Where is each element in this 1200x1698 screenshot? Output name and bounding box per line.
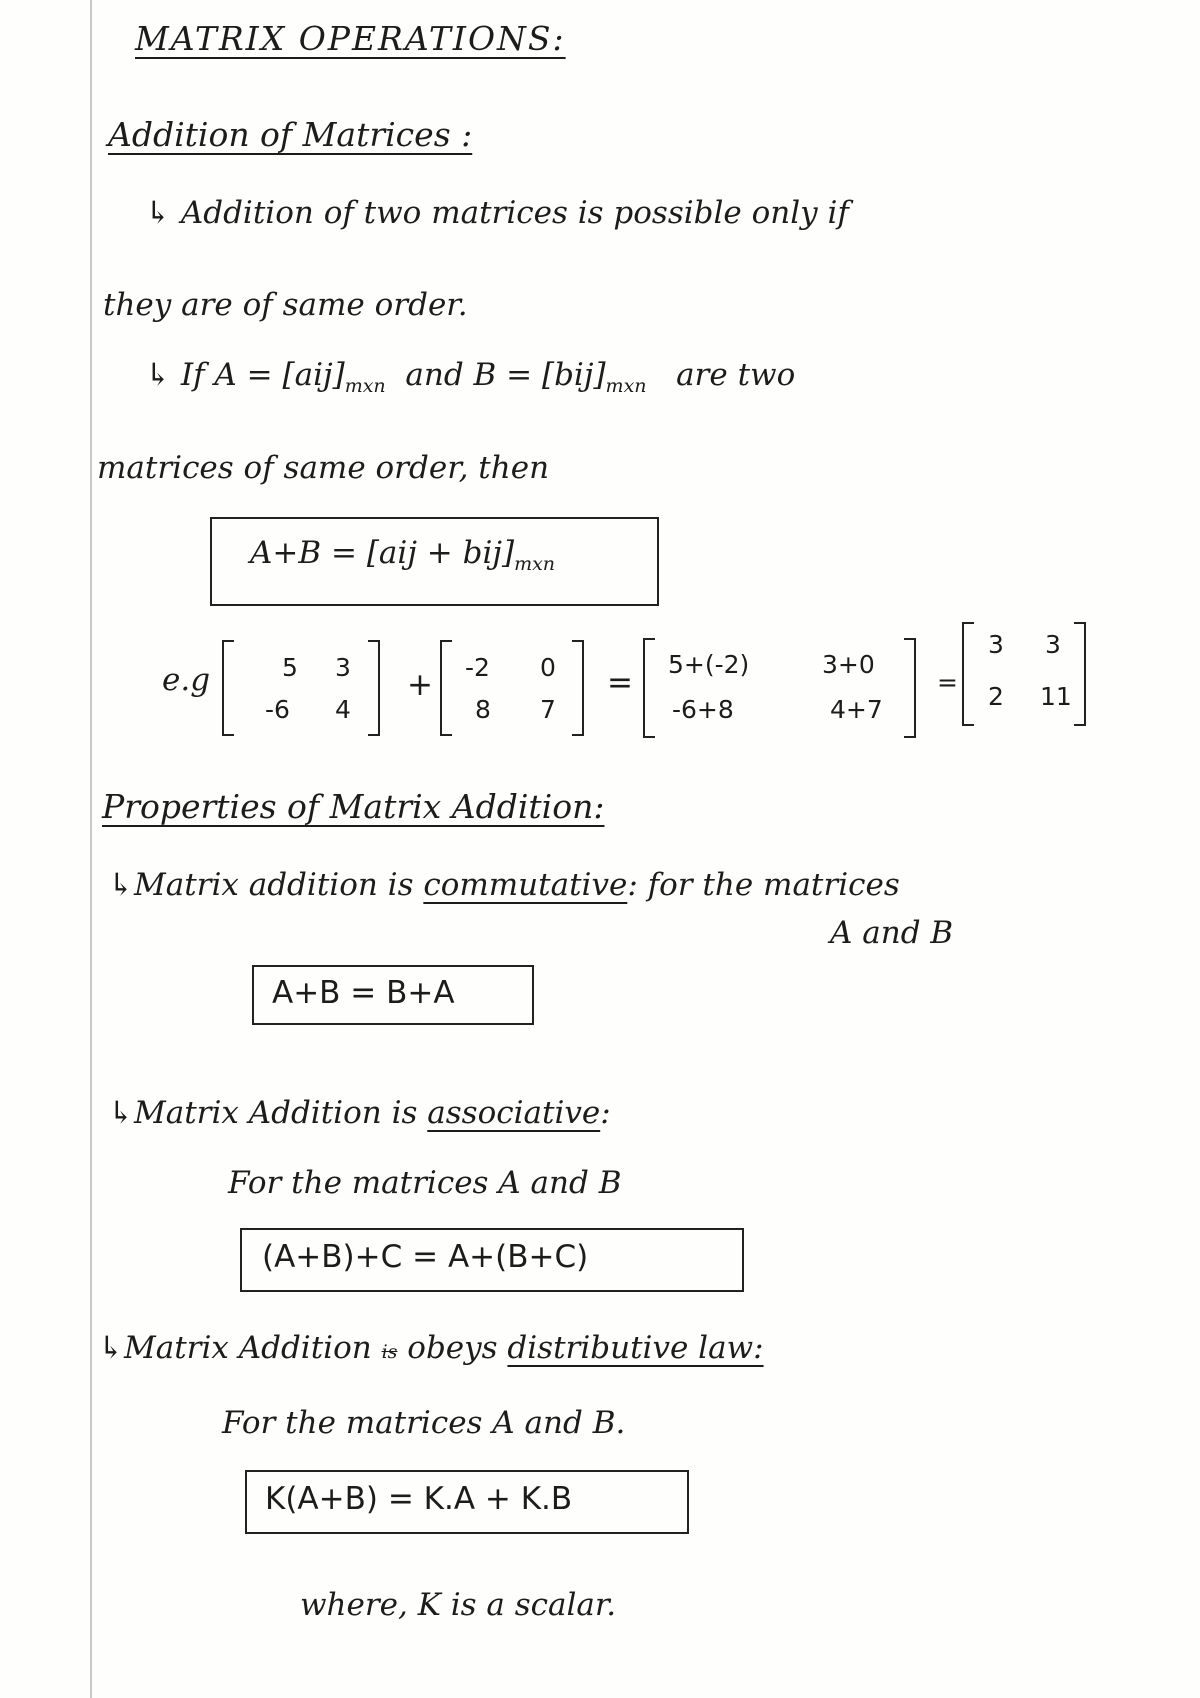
arrow-icon: ↳	[145, 195, 171, 231]
arrow-icon: ↳	[98, 1330, 124, 1366]
line-3-prefix: If A = [aij]	[180, 357, 345, 393]
matrix-a-cell: -6	[265, 695, 290, 724]
arrow-icon: ↳	[145, 357, 171, 393]
addition-line-1	[145, 195, 849, 231]
plus-sign: +	[407, 667, 433, 703]
addition-formula	[250, 535, 556, 576]
commutative-line-2: A and B	[830, 915, 954, 951]
struck-word: is	[381, 1341, 398, 1363]
properties-heading: Properties of Matrix Addition:	[102, 787, 605, 826]
matrix-sum-right-bracket	[904, 638, 916, 738]
distributive-text: Matrix Addition	[123, 1330, 372, 1366]
matrix-sum-cell: -6+8	[672, 695, 734, 724]
page-title: MATRIX OPERATIONS:	[135, 19, 566, 58]
distributive-note: where, K is a scalar.	[300, 1587, 617, 1623]
matrix-sum-left-bracket	[643, 638, 655, 738]
matrix-sum-cell: 3+0	[822, 650, 875, 679]
line-3-suffix: are two	[676, 357, 796, 393]
arrow-icon: ↳	[108, 1095, 134, 1131]
margin-line	[90, 0, 92, 1698]
associative-suffix: :	[600, 1095, 611, 1131]
addition-line-1-text: Addition of two matrices is possible only if	[180, 195, 849, 231]
distributive-line-2: For the matrices A and B.	[222, 1405, 626, 1441]
equals-sign: =	[607, 665, 633, 701]
matrix-b-cell: 8	[475, 695, 491, 724]
commutative-suffix: : for the matrices	[627, 867, 900, 903]
addition-heading: Addition of Matrices :	[108, 115, 473, 154]
addition-formula-text: A+B = [aij + bij]	[250, 535, 515, 571]
line-3-mid: and B = [bij]	[405, 357, 606, 393]
matrix-a-cell: 4	[335, 695, 351, 724]
associative-line-1	[108, 1095, 611, 1131]
order-subscript: mxn	[344, 375, 386, 398]
addition-line-3	[145, 357, 796, 398]
order-subscript: mxn	[514, 553, 556, 576]
matrix-b-right-bracket	[572, 640, 584, 736]
matrix-b-cell: 7	[540, 695, 556, 724]
distributive-term: distributive law:	[507, 1330, 764, 1366]
commutative-text: Matrix addition is	[133, 867, 414, 903]
addition-line-2: they are of same order.	[103, 287, 468, 323]
arrow-icon: ↳	[108, 867, 134, 903]
matrix-result-cell: 3	[1045, 630, 1061, 659]
matrix-result-cell: 11	[1040, 682, 1072, 711]
equals-sign: =	[937, 668, 958, 697]
associative-text: Matrix Addition is	[133, 1095, 418, 1131]
matrix-result-left-bracket	[962, 622, 974, 726]
matrix-b-cell: -2	[465, 653, 490, 682]
matrix-result-cell: 2	[988, 682, 1004, 711]
matrix-result-right-bracket	[1074, 622, 1086, 726]
commutative-line-1	[108, 867, 900, 903]
matrix-a-cell: 5	[282, 653, 298, 682]
commutative-term: commutative	[423, 867, 628, 903]
matrix-sum-cell: 4+7	[830, 695, 883, 724]
example-label: e.g	[162, 662, 211, 698]
distributive-formula: K(A+B) = K.A + K.B	[265, 1481, 573, 1517]
commutative-formula: A+B = B+A	[272, 975, 455, 1011]
associative-formula: (A+B)+C = A+(B+C)	[262, 1239, 589, 1275]
order-subscript: mxn	[605, 375, 647, 398]
matrix-result-cell: 3	[988, 630, 1004, 659]
matrix-sum-cell: 5+(-2)	[668, 650, 750, 679]
associative-term: associative	[427, 1095, 601, 1131]
matrix-a-cell: 3	[335, 653, 351, 682]
addition-line-4: matrices of same order, then	[97, 450, 550, 486]
matrix-b-left-bracket	[440, 640, 452, 736]
matrix-b-cell: 0	[540, 653, 556, 682]
matrix-a-left-bracket	[222, 640, 234, 736]
distributive-line-1	[98, 1330, 764, 1366]
associative-line-2: For the matrices A and B	[228, 1165, 622, 1201]
matrix-a-right-bracket	[368, 640, 380, 736]
distributive-text-2: obeys	[407, 1330, 498, 1366]
